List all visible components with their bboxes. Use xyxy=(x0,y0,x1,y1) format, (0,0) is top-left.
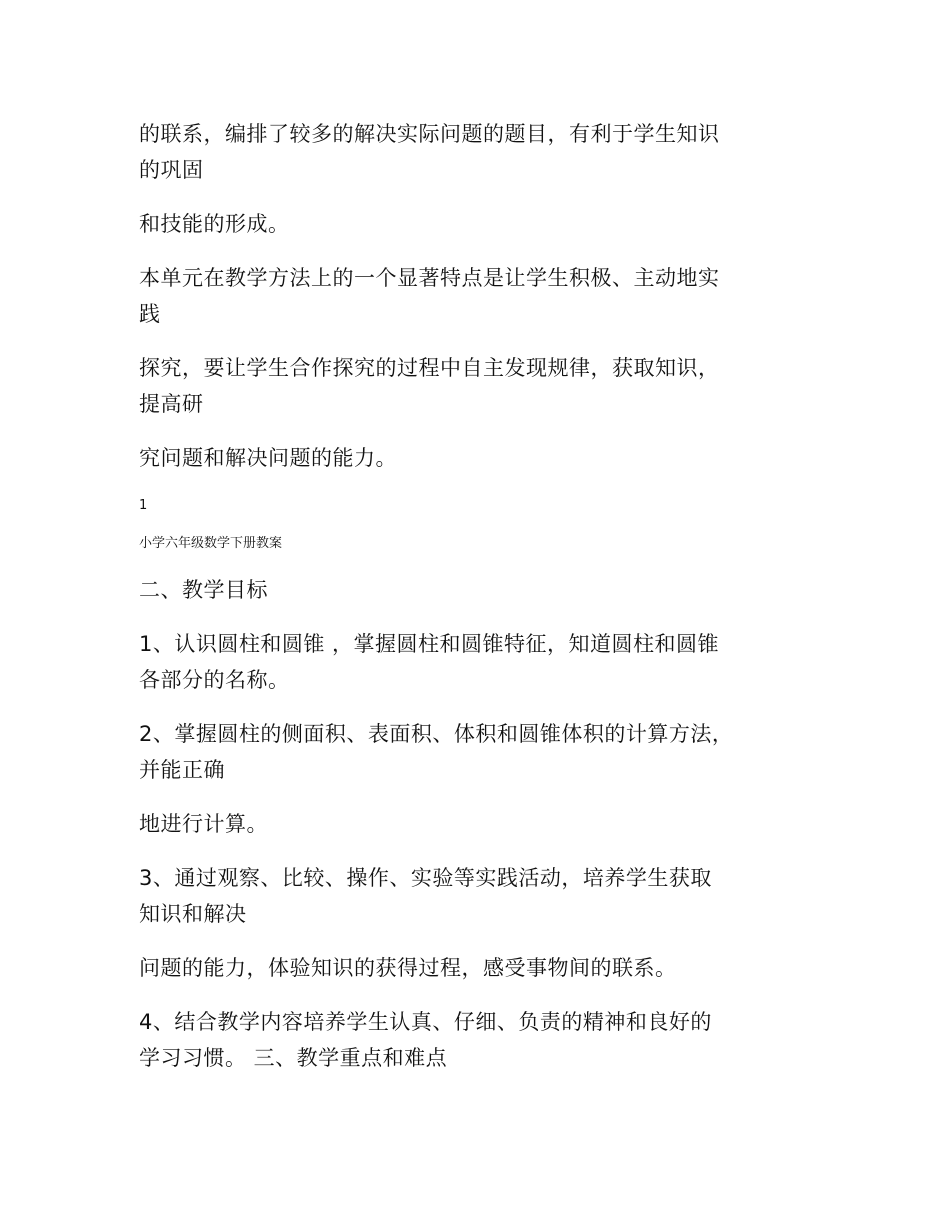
text-line: 探究，要让学生合作探究的过程中自主发现规律，获取知识， xyxy=(139,356,720,380)
objective-3 xyxy=(139,860,819,932)
objective-3-continued xyxy=(139,950,819,986)
text-line: 践 xyxy=(139,302,161,326)
section-heading xyxy=(139,572,819,608)
text-line: 地进行计算。 xyxy=(139,812,268,836)
document-content xyxy=(139,116,819,1094)
running-header: 小学六年级数学下册教案 xyxy=(139,536,283,551)
paragraph-4 xyxy=(139,350,819,422)
text-line: 的巩固 xyxy=(139,158,204,182)
paragraph-3 xyxy=(139,260,819,332)
paragraph-5 xyxy=(139,440,819,476)
objective-4 xyxy=(139,1004,819,1076)
text-line: 学习习惯。 三、教学重点和难点 xyxy=(139,1046,448,1070)
text-line: 知识和解决 xyxy=(139,902,247,926)
text-line: 4、结合教学内容培养学生认真、仔细、负责的精神和良好的 xyxy=(139,1010,712,1034)
text-line: 的联系，编排了较多的解决实际问题的题目，有利于学生知识 xyxy=(139,122,720,146)
objective-2-continued xyxy=(139,806,819,842)
paragraph-2 xyxy=(139,206,819,242)
paragraph-1 xyxy=(139,116,819,188)
objective-1 xyxy=(139,626,819,698)
page-number: 1 xyxy=(139,498,148,513)
text-line: 3、通过观察、比较、操作、实验等实践活动，培养学生获取 xyxy=(139,866,712,890)
text-line: 2、掌握圆柱的侧面积、表面积、体积和圆锥体积的计算方法， xyxy=(139,722,734,746)
text-line: 究问题和解决问题的能力。 xyxy=(139,446,397,470)
text-line: 1、认识圆柱和圆锥 ，掌握圆柱和圆锥特征，知道圆柱和圆锥 xyxy=(139,632,720,656)
text-line: 和技能的形成。 xyxy=(139,212,290,236)
text-line: 问题的能力，体验知识的获得过程，感受事物间的联系。 xyxy=(139,956,677,980)
text-line: 并能正确 xyxy=(139,758,225,782)
objective-2 xyxy=(139,716,819,788)
text-line: 本单元在教学方法上的一个显著特点是让学生积极、主动地实 xyxy=(139,266,720,290)
text-line: 各部分的名称。 xyxy=(139,668,290,692)
text-line: 二、教学目标 xyxy=(139,578,268,602)
text-line: 提高研 xyxy=(139,392,204,416)
